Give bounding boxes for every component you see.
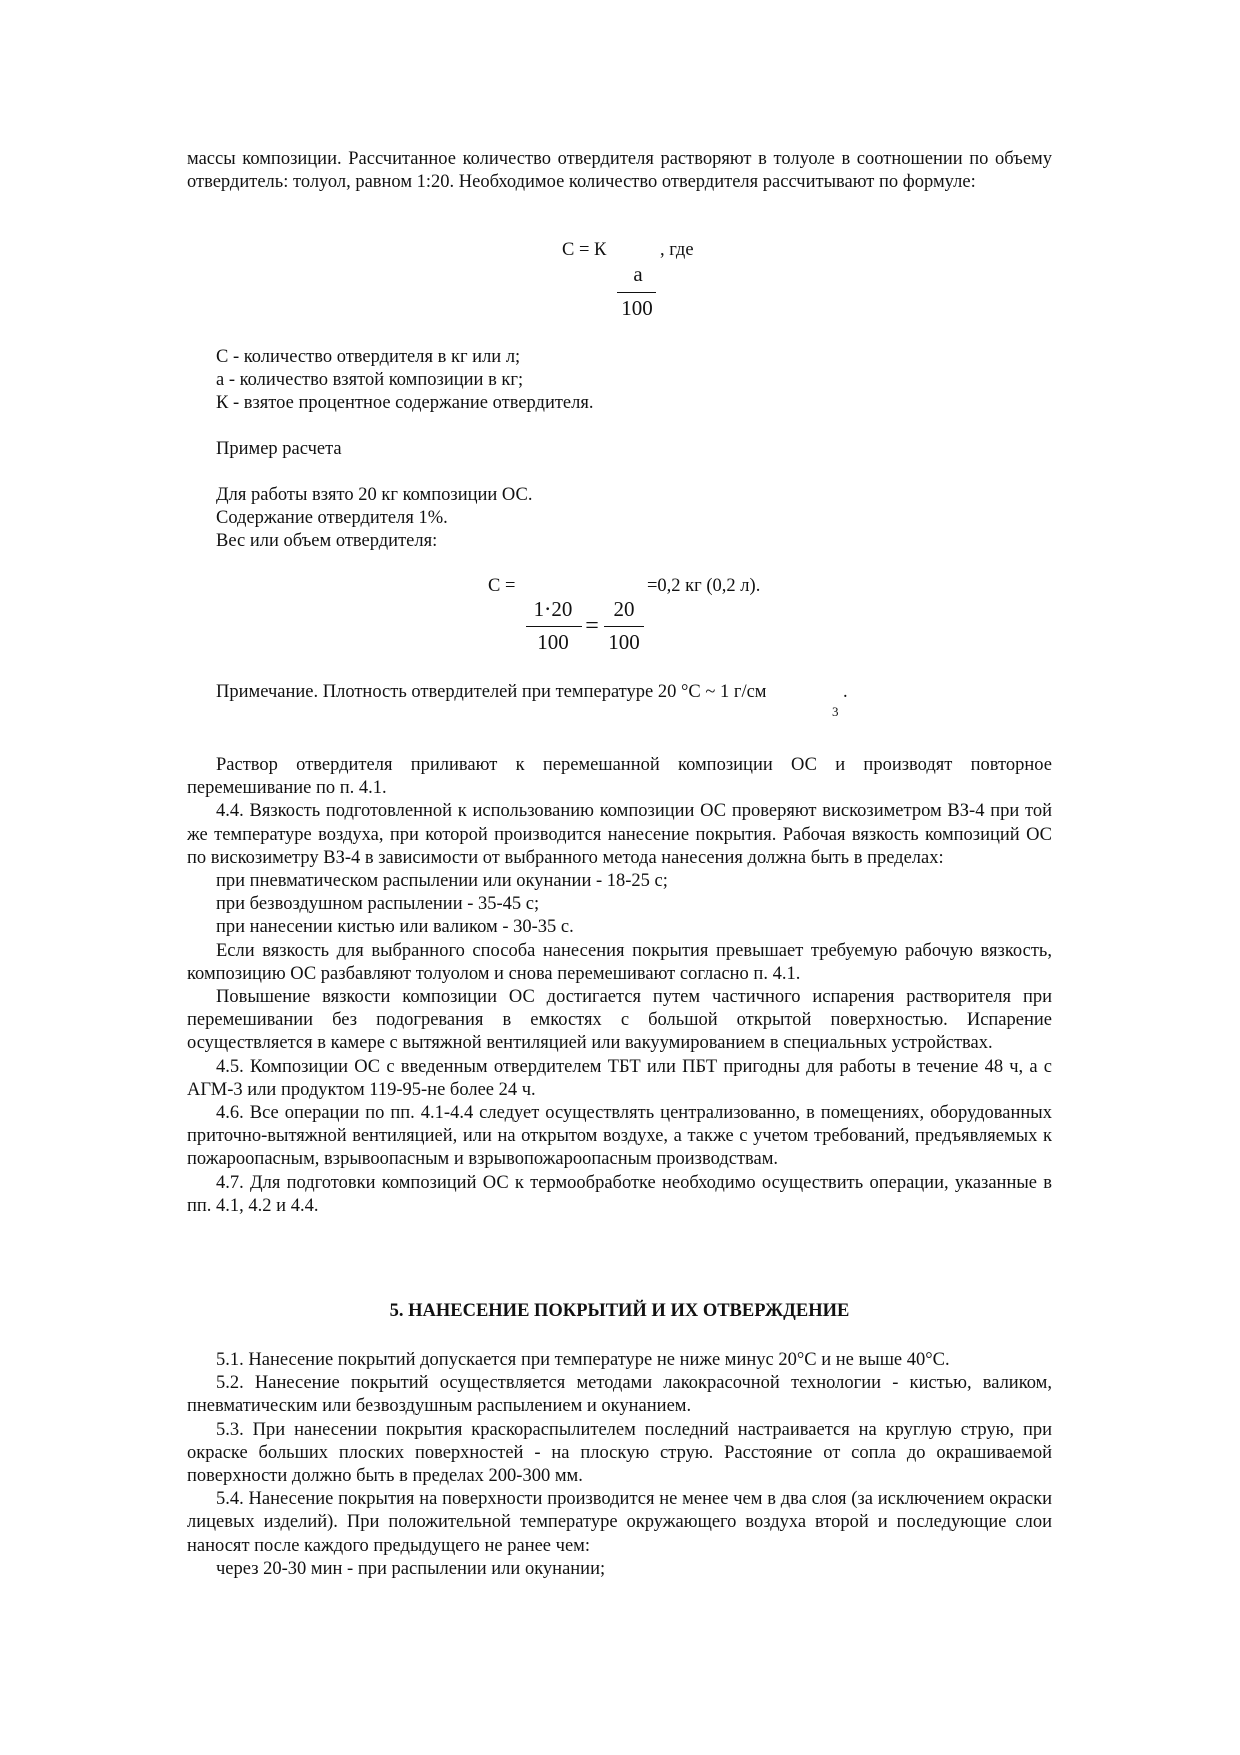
- example-line: Содержание отвердителя 1%.: [216, 508, 448, 528]
- body-paragraph: Раствор отвердителя приливают к перемешанной композиции ОС и производят повторное перемешивание по п. 4.1.: [187, 755, 1052, 799]
- body-paragraph: при безвоздушном распылении - 35-45 с;: [216, 894, 540, 915]
- formula2-numerator-2: 20: [613, 597, 635, 621]
- formula1-numerator: а: [633, 262, 643, 286]
- section5-body: [187, 1349, 1052, 1581]
- example-line: Вес или объем отвердителя:: [216, 531, 438, 551]
- body-paragraph: Повышение вязкости композиции ОС достигается путем частичного испарения растворителя при перемешивании без подогревания в емкостях с большой открытой поверхностью. Испарение осуществляется в камере с вытяжной вентиляцией или вакуумированием в специальных устройствах.: [187, 987, 1052, 1054]
- formula1-denominator: 100: [621, 296, 653, 320]
- body-paragraph: 4.7. Для подготовки композиций ОС к термообработке необходимо осуществить операции, указанные в пп. 4.1, 4.2 и 4.4.: [187, 1172, 1052, 1216]
- formula2-denominator-2: 100: [608, 630, 640, 654]
- definition-item: С - количество отвердителя в кг или л;: [216, 347, 521, 367]
- fraction-bar: [526, 626, 582, 627]
- fraction-bar: [604, 626, 644, 627]
- section5-paragraph: 5.1. Нанесение покрытий допускается при температуре не ниже минус 20°С и не выше 40°С.: [216, 1350, 950, 1370]
- note-end: .: [843, 682, 848, 702]
- section5-paragraph: 5.2. Нанесение покрытий осуществляется методами лакокрасочной технологии - кистью, валиком, пневматическим или безвоздушным распылением и окунанием.: [187, 1373, 1052, 1417]
- formula2-result: =0,2 кг (0,2 л).: [647, 576, 761, 596]
- body-paragraph: Если вязкость для выбранного способа нанесения покрытия превышает требуемую рабочую вязкость, композицию ОС разбавляют толуолом и снова перемешивают согласно п. 4.1.: [187, 940, 1052, 984]
- section-heading: 5. НАНЕСЕНИЕ ПОКРЫТИЙ И ИХ ОТВЕРЖДЕНИЕ: [389, 1301, 850, 1321]
- note-text: Примечание. Плотность отвердителей при температуре 20 °С ~ 1 г/см: [216, 682, 767, 702]
- body-section: [187, 754, 1052, 1218]
- body-paragraph: при нанесении кистью или валиком - 30-35 с.: [216, 917, 574, 938]
- intro-text: массы композиции. Рассчитанное количество отвердителя растворяют в толуоле в соотношении по объему отвердитель: толуол, равном 1:20. Необходимое количество отвердителя рассчитывают по формуле:: [187, 149, 1052, 193]
- formula2-lhs: С =: [488, 576, 516, 596]
- formula1-suffix: , где: [660, 240, 694, 260]
- fraction-bar: [617, 292, 656, 293]
- definition-item: К - взятое процентное содержание отвердителя.: [216, 393, 594, 413]
- example-title: Пример расчета: [216, 439, 342, 459]
- body-paragraph: 4.4. Вязкость подготовленной к использованию композиции ОС проверяют вискозиметром ВЗ-4 при той же температуре воздуха, при которой производится нанесение покрытия. Рабочая вязкость композиций ОС по вискозиметру ВЗ-4 в зависимости от выбранного метода нанесения должна быть в пределах:: [187, 801, 1052, 868]
- section5-paragraph: 5.3. При нанесении покрытия краскораспылителем последний настраивается на круглую струю, при окраске больших плоских поверхностей - на плоскую струю. Расстояние от сопла до окрашиваемой поверхности должно быть в пределах 200-300 мм.: [187, 1419, 1052, 1487]
- example-line: Для работы взято 20 кг композиции ОС.: [216, 485, 533, 505]
- intro-paragraph: [187, 148, 1052, 194]
- body-paragraph: при пневматическом распылении или окунании - 18-25 с;: [216, 871, 668, 892]
- body-paragraph: 4.6. Все операции по пп. 4.1-4.4 следует осуществлять централизованно, в помещениях, оборудованных приточно-вытяжной вентиляцией, или на открытом воздухе, а также с учетом требований, предъявляемых к пожароопасным, взрывоопасным и взрывопожароопасным производствам.: [187, 1103, 1052, 1170]
- formula1-lhs: C = К: [562, 240, 607, 260]
- section5-paragraph: через 20-30 мин - при распылении или окунании;: [216, 1558, 606, 1579]
- section5-paragraph: 5.4. Нанесение покрытия на поверхности производится не менее чем в два слоя (за исключением окраски лицевых изделий). При положительной температуре окружающего воздуха второй и последующие слои наносят после каждого предыдущего не ранее чем:: [187, 1489, 1052, 1556]
- definition-item: а - количество взятой композиции в кг;: [216, 370, 524, 390]
- body-paragraph: 4.5. Композиции ОС с введенным отвердителем ТБТ или ПБТ пригодны для работы в течение 48 ч, а с АГМ-3 или продуктом 119-95-не более 24 ч.: [187, 1056, 1052, 1100]
- formula2-denominator-1: 100: [537, 630, 569, 654]
- formula2-numerator-1: 1⋅20: [533, 597, 573, 621]
- note-superscript: 3: [832, 704, 839, 719]
- formula2-equals: =: [585, 613, 599, 639]
